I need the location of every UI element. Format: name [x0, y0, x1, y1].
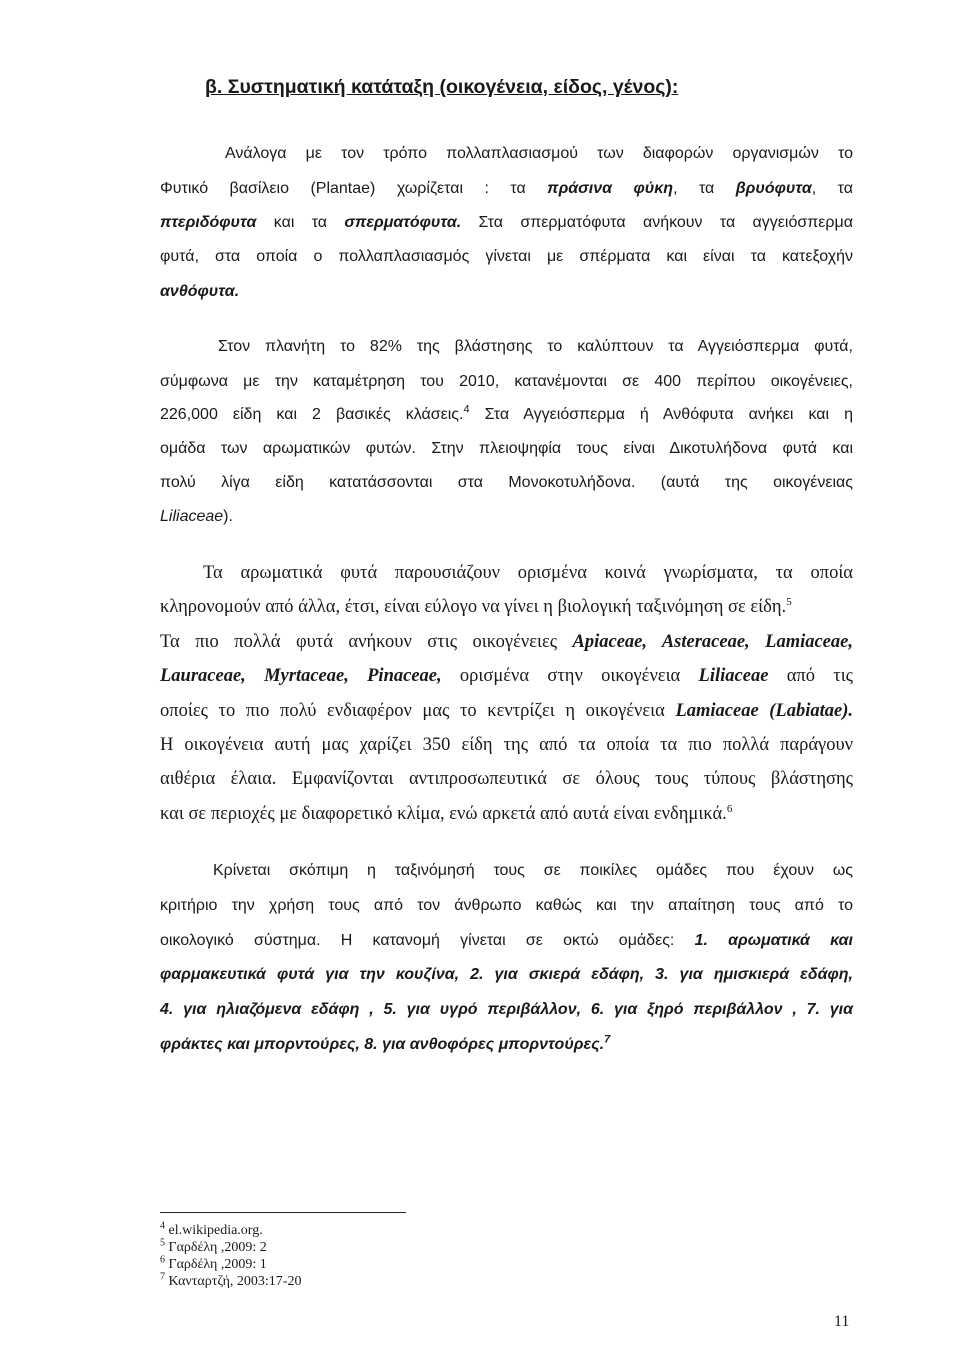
paragraph-line: ανθόφυτα.: [160, 283, 240, 300]
page-number: 11: [834, 1313, 850, 1330]
paragraph-line: οικολογικό σύστημα. Η κατανομή γίνεται σε οκτώ ομάδες: 1. αρωματικά και: [160, 932, 853, 949]
paragraph-line: σύμφωνα με την καταμέτρηση του 2010, κατανέμονται σε 400 περίπου οικογένειες,: [160, 373, 853, 390]
paragraph-line: και σε περιοχές με διαφορετικό κλίμα, ενώ αρκετά από αυτά είναι ενδημικά.$^6$: [160, 802, 733, 824]
paragraph-line: οποίες το πιο πολύ ενδιαφέρον μας το κεντρίζει η οικογένεια Lamiaceae (Labiatae).: [160, 701, 854, 721]
paragraph-line: Ανάλογα με τον τρόπο πολλαπλασιασμού των διαφορών οργανισμών το: [225, 145, 853, 162]
paragraph-line: Η οικογένεια αυτή μας χαρίζει 350 είδη της από τα οποία τα πιο πολλά παράγουν: [160, 735, 853, 755]
paragraph-line: ομάδα των αρωματικών φυτών. Στην πλειοψηφία τους είναι Δικοτυλήδονα φυτά και: [160, 440, 853, 457]
paragraph-line: Φυτικό βασίλειο (Plantae) χωρίζεται : τα πράσινα φύκη, τα βρυόφυτα, τα: [160, 180, 854, 197]
footnote-ref: 4: [463, 403, 470, 416]
paragraph-line: κληρονομούν από άλλα, έτσι, είναι εύλογο να γίνει η βιολογική ταξινόμηση σε είδη.$^5$: [160, 595, 792, 617]
paragraph-line: κριτήριο την χρήση τους από τον άνθρωπο καθώς και την απαίτηση τους από το: [160, 897, 853, 914]
paragraph-line: Τα αρωματικά φυτά παρουσιάζουν ορισμένα κοινά γνωρίσματα, τα οποία: [203, 563, 853, 583]
paragraph-line: 4. για ηλιαζόμενα εδάφη , 5. για υγρό περιβάλλον, 6. για ξηρό περιβάλλον , 7. για: [160, 1001, 853, 1018]
paragraph-line: πολύ λίγα είδη κατατάσσονται στα Μονοκοτυλήδονα. (αυτά της οικογένειας: [160, 474, 853, 491]
paragraph-line: φράκτες και μπορντούρες, 8. για ανθοφόρες μπορντούρες.$^7$: [160, 1033, 611, 1053]
footnote-6: $^6$ Γαρδέλη ,2009: 1: [160, 1254, 267, 1272]
paragraph-line: Κρίνεται σκόπιμη η ταξινόμησή τους σε ποικίλες ομάδες που έχουν ως: [213, 862, 853, 879]
paragraph-line: πτεριδόφυτα και τα σπερματόφυτα. Στα σπερματόφυτα ανήκουν τα αγγειόσπερμα: [160, 214, 853, 231]
paragraph-line: φαρμακευτικά φυτά για την κουζίνα, 2. για σκιερά εδάφη, 3. για ημισκιερά εδάφη,: [160, 966, 853, 983]
paragraph-line: αιθέρια έλαια. Εμφανίζονται αντιπροσωπευτικά σε όλους τους τύπους βλάστησης: [160, 769, 853, 789]
paragraph-line: 226,000 είδη και 2 βασικές κλάσεις.$^4$ Στα Αγγειόσπερμα ή Ανθόφυτα ανήκει και η: [160, 403, 854, 423]
paragraph-line: Liliaceae).: [160, 508, 233, 525]
footnote-ref: 7: [604, 1033, 611, 1046]
paragraph-line: Τα πιο πολλά φυτά ανήκουν στις οικογένειες Apiaceae, Asteraceae, Lamiaceae,: [160, 632, 853, 652]
footnote-divider: [160, 1212, 406, 1213]
footnote-4: $^4$ el.wikipedia.org.: [160, 1220, 263, 1238]
section-heading: β. Συστηματική κατάταξη (οικογένεια, είδος, γένος):: [205, 76, 679, 98]
paragraph-line: Lauraceae, Myrtaceae, Pinaceae, ορισμένα στην οικογένεια Liliaceae από τις: [160, 666, 854, 686]
paragraph-line: φυτά, στα οποία ο πολλαπλασιασμός γίνεται με σπέρματα και είναι τα κατεξοχήν: [160, 248, 853, 265]
footnote-5: $^5$ Γαρδέλη ,2009: 2: [160, 1237, 267, 1255]
paragraph-line: Στον πλανήτη το 82% της βλάστησης το καλύπτουν τα Αγγειόσπερμα φυτά,: [218, 338, 853, 355]
footnote-ref: 5: [786, 595, 792, 608]
footnote-7: $^7$ Κανταρτζή, 2003:17-20: [160, 1271, 302, 1289]
footnote-ref: 6: [726, 802, 733, 815]
